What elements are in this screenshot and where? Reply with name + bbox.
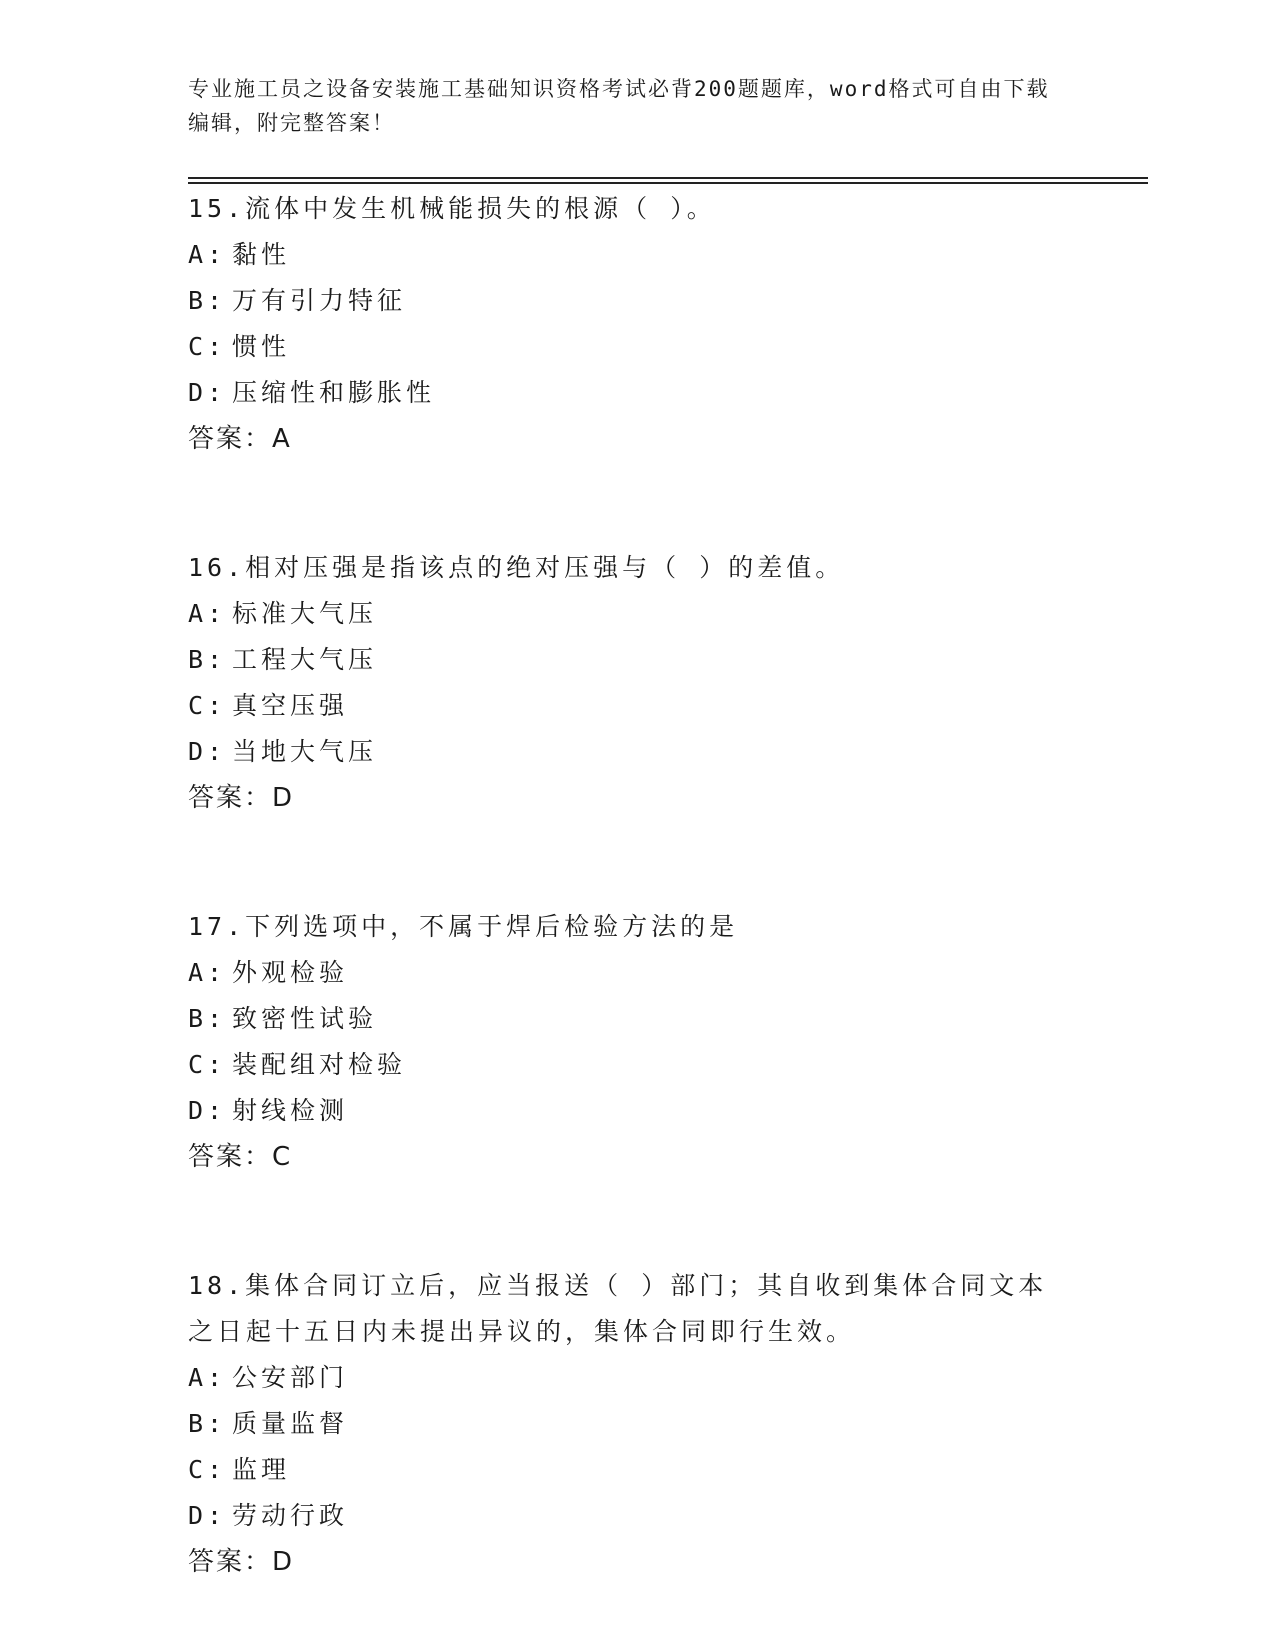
option-b	[188, 278, 1088, 324]
option-a	[188, 1355, 1088, 1401]
question-stem: 17.下列选项中，不属于焊后检验方法的是	[188, 912, 739, 941]
option-d	[188, 1493, 1088, 1539]
option-text: 劳动行政	[232, 1501, 349, 1530]
option-text: 当地大气压	[232, 737, 378, 766]
question-spacer	[188, 1180, 1088, 1263]
question-17	[188, 904, 1088, 1180]
option-letter: A:	[188, 240, 227, 269]
option-letter: C:	[188, 1455, 227, 1484]
question-stem: 15.流体中发生机械能损失的根源（ ）。	[188, 194, 716, 223]
option-text: 射线检测	[232, 1096, 349, 1125]
option-letter: C:	[188, 691, 227, 720]
answer-line: 答案：D	[188, 783, 295, 813]
option-letter: B:	[188, 1004, 227, 1033]
option-c	[188, 683, 1088, 729]
question-list	[188, 186, 1088, 1585]
header-divider-bottom	[188, 182, 1148, 184]
option-c	[188, 1447, 1088, 1493]
option-text: 质量监督	[232, 1409, 349, 1438]
option-letter: C:	[188, 1050, 227, 1079]
option-letter: D:	[188, 1501, 227, 1530]
option-letter: D:	[188, 737, 227, 766]
option-text: 监理	[232, 1455, 291, 1484]
header-divider-top	[188, 177, 1148, 179]
answer-line: 答案：C	[188, 1142, 293, 1172]
option-letter: B:	[188, 1409, 227, 1438]
option-text: 装配组对检验	[232, 1050, 407, 1079]
question-spacer	[188, 462, 1088, 545]
option-a	[188, 950, 1088, 996]
option-text: 外观检验	[232, 958, 349, 987]
option-a	[188, 232, 1088, 278]
option-d	[188, 729, 1088, 775]
option-b	[188, 1401, 1088, 1447]
option-letter: A:	[188, 1363, 227, 1392]
question-stem: 18.集体合同订立后，应当报送（ ）部门；其自收到集体合同文本之日起十五日内未提出异议的，集体合同即行生效。	[188, 1271, 1048, 1346]
question-18	[188, 1263, 1088, 1585]
option-letter: D:	[188, 378, 227, 407]
question-15	[188, 186, 1088, 462]
option-c	[188, 1042, 1088, 1088]
option-text: 万有引力特征	[232, 286, 407, 315]
option-letter: B:	[188, 645, 227, 674]
document-intro: 专业施工员之设备安装施工基础知识资格考试必背200题题库，word格式可自由下载编辑，附完整答案！	[188, 77, 1050, 135]
question-16	[188, 545, 1088, 821]
option-letter: C:	[188, 332, 227, 361]
question-spacer	[188, 821, 1088, 904]
option-text: 工程大气压	[232, 645, 378, 674]
option-text: 标准大气压	[232, 599, 378, 628]
option-letter: A:	[188, 958, 227, 987]
option-d	[188, 370, 1088, 416]
option-b	[188, 996, 1088, 1042]
option-text: 黏性	[232, 240, 291, 269]
option-c	[188, 324, 1088, 370]
option-letter: A:	[188, 599, 227, 628]
option-a	[188, 591, 1088, 637]
option-text: 公安部门	[232, 1363, 349, 1392]
option-d	[188, 1088, 1088, 1134]
answer-line: 答案：A	[188, 424, 292, 454]
option-text: 真空压强	[232, 691, 349, 720]
option-text: 惯性	[232, 332, 291, 361]
option-letter: B:	[188, 286, 227, 315]
option-text: 致密性试验	[232, 1004, 378, 1033]
question-stem: 16.相对压强是指该点的绝对压强与（ ）的差值。	[188, 553, 845, 582]
answer-line: 答案：D	[188, 1547, 295, 1577]
option-text: 压缩性和膨胀性	[232, 378, 436, 407]
option-b	[188, 637, 1088, 683]
option-letter: D:	[188, 1096, 227, 1125]
